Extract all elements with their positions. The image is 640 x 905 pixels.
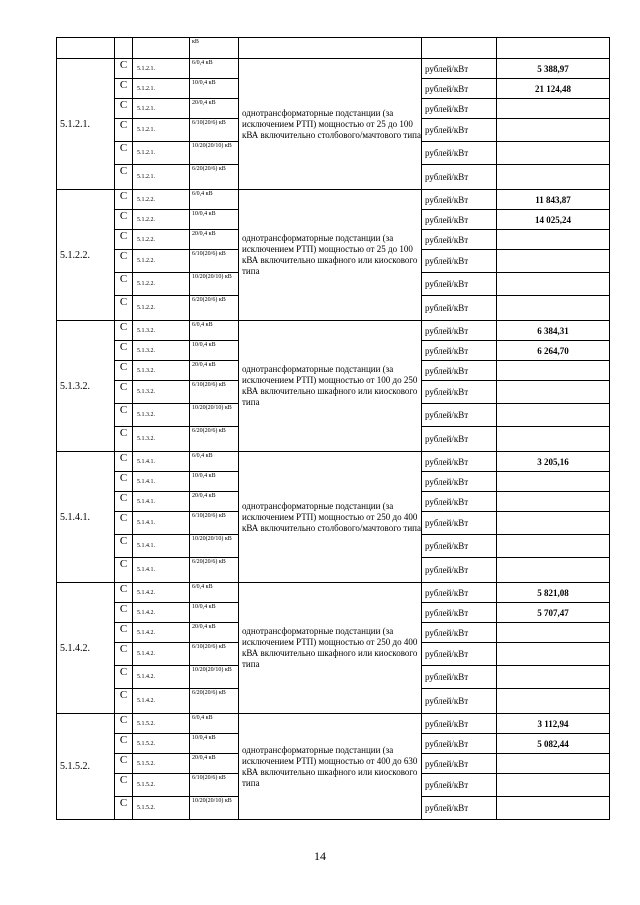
unit-label: рублей/кВт: [422, 79, 497, 99]
unit-label: рублей/кВт: [422, 714, 497, 734]
subcode: 5.1.4.2.: [133, 623, 190, 643]
c-letter: С: [115, 623, 133, 643]
tariff-value: [497, 361, 610, 381]
unit-label: рублей/кВт: [422, 427, 497, 452]
c-letter: С: [115, 99, 133, 119]
tariff-value: [497, 666, 610, 689]
c-letter: С: [115, 427, 133, 452]
subcode: 5.1.2.2.: [133, 210, 190, 230]
unit-label: рублей/кВт: [422, 558, 497, 583]
section-description: однотрансформаторные подстанции (за исключением РТП) мощностью от 100 до 250 кВА включительно шкафного или киоскового типа: [239, 321, 422, 452]
voltage-label: 20/0,4 кВ: [190, 754, 239, 774]
c-letter: С: [115, 210, 133, 230]
voltage-label: 6/0,4 кВ: [190, 190, 239, 210]
unit-label: рублей/кВт: [422, 230, 497, 250]
tariff-value: [497, 142, 610, 165]
voltage-label: 6/20(20/6) кВ: [190, 689, 239, 714]
c-letter: С: [115, 381, 133, 404]
subcode: 5.1.4.1.: [133, 512, 190, 535]
voltage-label: 6/0,4 кВ: [190, 321, 239, 341]
subcode: 5.1.4.1.: [133, 535, 190, 558]
unit-label: рублей/кВт: [422, 643, 497, 666]
section-description: однотрансформаторные подстанции (за исключением РТП) мощностью от 250 до 400 кВА включительно шкафного или киоскового типа: [239, 583, 422, 714]
c-letter: С: [115, 535, 133, 558]
section-description: однотрансформаторные подстанции (за исключением РТП) мощностью от 25 до 100 кВА включительно столбового/мачтового типа: [239, 59, 422, 190]
subcode: 5.1.3.2.: [133, 341, 190, 361]
subcode: 5.1.4.2.: [133, 643, 190, 666]
subcode: 5.1.3.2.: [133, 404, 190, 427]
tariff-value: 5 388,97: [497, 59, 610, 79]
tariff-value: [497, 99, 610, 119]
unit-label: рублей/кВт: [422, 512, 497, 535]
unit-label: рублей/кВт: [422, 250, 497, 273]
subcode: 5.1.3.2.: [133, 381, 190, 404]
tariff-value: [497, 689, 610, 714]
value-cell: [497, 38, 610, 59]
subcode: 5.1.2.2.: [133, 273, 190, 296]
table-row: [57, 321, 610, 341]
unit-label: рублей/кВт: [422, 59, 497, 79]
tariff-value: [497, 119, 610, 142]
voltage-label: 6/0,4 кВ: [190, 583, 239, 603]
tariff-value: 5 707,47: [497, 603, 610, 623]
tariff-value: [497, 512, 610, 535]
tariff-value: 6 264,70: [497, 341, 610, 361]
subcode: 5.1.5.2.: [133, 754, 190, 774]
c-letter: С: [115, 558, 133, 583]
c-letter: С: [115, 492, 133, 512]
subcode: 5.1.2.2.: [133, 230, 190, 250]
c-letter: С: [115, 341, 133, 361]
table-row: [57, 452, 610, 472]
subcode: 5.1.4.1.: [133, 452, 190, 472]
subcode: 5.1.3.2.: [133, 361, 190, 381]
c-letter: С: [115, 250, 133, 273]
c-letter: С: [115, 142, 133, 165]
subcode: 5.1.4.1.: [133, 558, 190, 583]
unit-label: рублей/кВт: [422, 142, 497, 165]
c-letter: С: [115, 797, 133, 820]
c-cell: [115, 38, 133, 59]
subcode: 5.1.2.2.: [133, 250, 190, 273]
unit-label: рублей/кВт: [422, 341, 497, 361]
tariff-table-body: [57, 38, 610, 820]
subcode: 5.1.2.2.: [133, 190, 190, 210]
tariff-value: [497, 797, 610, 820]
unit-label: рублей/кВт: [422, 797, 497, 820]
unit-label: рублей/кВт: [422, 99, 497, 119]
voltage-label: 6/10(20/6) кВ: [190, 119, 239, 142]
subcode: 5.1.2.1.: [133, 99, 190, 119]
voltage-label: 10/20(20/10) кВ: [190, 273, 239, 296]
voltage-label: 10/20(20/10) кВ: [190, 142, 239, 165]
table-row: [57, 714, 610, 734]
c-letter: С: [115, 404, 133, 427]
tariff-value: [497, 643, 610, 666]
voltage-label: 10/0,4 кВ: [190, 210, 239, 230]
subcode: 5.1.5.2.: [133, 774, 190, 797]
tariff-table: [56, 37, 610, 820]
tariff-value: 6 384,31: [497, 321, 610, 341]
tariff-value: 5 821,08: [497, 583, 610, 603]
voltage-cell: кВ: [190, 38, 239, 59]
section-code: 5.1.3.2.: [57, 321, 115, 452]
c-letter: С: [115, 273, 133, 296]
tariff-value: [497, 230, 610, 250]
c-letter: С: [115, 79, 133, 99]
c-letter: С: [115, 361, 133, 381]
voltage-label: 6/10(20/6) кВ: [190, 250, 239, 273]
unit-label: рублей/кВт: [422, 472, 497, 492]
unit-label: рублей/кВт: [422, 361, 497, 381]
c-letter: С: [115, 643, 133, 666]
subcode: 5.1.3.2.: [133, 427, 190, 452]
voltage-label: 6/0,4 кВ: [190, 452, 239, 472]
section-code: 5.1.2.2.: [57, 190, 115, 321]
subcode: 5.1.4.2.: [133, 583, 190, 603]
voltage-label: 20/0,4 кВ: [190, 492, 239, 512]
unit-label: рублей/кВт: [422, 603, 497, 623]
voltage-label: 6/10(20/6) кВ: [190, 381, 239, 404]
tariff-value: [497, 558, 610, 583]
unit-cell: [422, 38, 497, 59]
page-number: 14: [314, 849, 326, 863]
voltage-label: 20/0,4 кВ: [190, 99, 239, 119]
voltage-label: 10/0,4 кВ: [190, 603, 239, 623]
tariff-value: [497, 250, 610, 273]
voltage-label: 6/20(20/6) кВ: [190, 558, 239, 583]
unit-label: рублей/кВт: [422, 321, 497, 341]
unit-label: рублей/кВт: [422, 296, 497, 321]
voltage-label: 20/0,4 кВ: [190, 623, 239, 643]
c-letter: С: [115, 472, 133, 492]
tariff-value: 11 843,87: [497, 190, 610, 210]
unit-label: рублей/кВт: [422, 165, 497, 190]
unit-label: рублей/кВт: [422, 273, 497, 296]
subcode: 5.1.4.1.: [133, 472, 190, 492]
voltage-label: 10/0,4 кВ: [190, 472, 239, 492]
subcode: 5.1.2.2.: [133, 296, 190, 321]
unit-label: рублей/кВт: [422, 210, 497, 230]
subcode: 5.1.5.2.: [133, 797, 190, 820]
tariff-value: [497, 623, 610, 643]
subcode: 5.1.4.2.: [133, 603, 190, 623]
subcode: 5.1.5.2.: [133, 714, 190, 734]
unit-label: рублей/кВт: [422, 666, 497, 689]
voltage-label: 10/0,4 кВ: [190, 734, 239, 754]
unit-label: рублей/кВт: [422, 190, 497, 210]
subcode: 5.1.2.1.: [133, 142, 190, 165]
c-letter: С: [115, 190, 133, 210]
c-letter: С: [115, 734, 133, 754]
voltage-label: 6/20(20/6) кВ: [190, 165, 239, 190]
table-row: [57, 190, 610, 210]
c-letter: С: [115, 512, 133, 535]
tariff-value: [497, 472, 610, 492]
subcode: 5.1.2.1.: [133, 59, 190, 79]
unit-label: рублей/кВт: [422, 452, 497, 472]
table-row: [57, 59, 610, 79]
unit-label: рублей/кВт: [422, 583, 497, 603]
section-code: 5.1.4.2.: [57, 583, 115, 714]
tariff-value: [497, 774, 610, 797]
subcode: 5.1.2.1.: [133, 119, 190, 142]
voltage-label: 6/0,4 кВ: [190, 59, 239, 79]
tariff-value: 3 112,94: [497, 714, 610, 734]
section-code: 5.1.4.1.: [57, 452, 115, 583]
voltage-label: 20/0,4 кВ: [190, 361, 239, 381]
c-letter: С: [115, 165, 133, 190]
unit-label: рублей/кВт: [422, 623, 497, 643]
sub-cell: [133, 38, 190, 59]
c-letter: С: [115, 452, 133, 472]
c-letter: С: [115, 603, 133, 623]
tariff-value: [497, 296, 610, 321]
tariff-value: 14 025,24: [497, 210, 610, 230]
unit-label: рублей/кВт: [422, 492, 497, 512]
voltage-label: 10/20(20/10) кВ: [190, 404, 239, 427]
tariff-value: [497, 535, 610, 558]
tariff-value: 5 082,44: [497, 734, 610, 754]
c-letter: С: [115, 583, 133, 603]
tariff-value: [497, 165, 610, 190]
c-letter: С: [115, 321, 133, 341]
voltage-label: 6/10(20/6) кВ: [190, 512, 239, 535]
voltage-label: 20/0,4 кВ: [190, 230, 239, 250]
voltage-label: 6/10(20/6) кВ: [190, 643, 239, 666]
voltage-label: 6/20(20/6) кВ: [190, 427, 239, 452]
voltage-label: 10/20(20/10) кВ: [190, 535, 239, 558]
voltage-label: 10/0,4 кВ: [190, 79, 239, 99]
c-letter: С: [115, 59, 133, 79]
voltage-label: 10/20(20/10) кВ: [190, 797, 239, 820]
subcode: 5.1.4.2.: [133, 689, 190, 714]
tariff-value: 3 205,16: [497, 452, 610, 472]
table-row-continuation: [57, 38, 610, 59]
section-code: 5.1.5.2.: [57, 714, 115, 820]
subcode: 5.1.2.1.: [133, 79, 190, 99]
c-letter: С: [115, 666, 133, 689]
unit-label: рублей/кВт: [422, 119, 497, 142]
section-code: 5.1.2.1.: [57, 59, 115, 190]
section-description: однотрансформаторные подстанции (за исключением РТП) мощностью от 250 до 400 кВА включительно столбового/мачтового типа: [239, 452, 422, 583]
subcode: 5.1.3.2.: [133, 321, 190, 341]
c-letter: С: [115, 119, 133, 142]
code-cell: [57, 38, 115, 59]
unit-label: рублей/кВт: [422, 404, 497, 427]
voltage-label: 10/20(20/10) кВ: [190, 666, 239, 689]
voltage-label: 6/20(20/6) кВ: [190, 296, 239, 321]
section-description: однотрансформаторные подстанции (за исключением РТП) мощностью от 400 до 630 кВА включительно шкафного или киоскового типа: [239, 714, 422, 820]
tariff-value: [497, 492, 610, 512]
voltage-label: 6/10(20/6) кВ: [190, 774, 239, 797]
c-letter: С: [115, 689, 133, 714]
tariff-value: [497, 381, 610, 404]
table-row: [57, 583, 610, 603]
unit-label: рублей/кВт: [422, 774, 497, 797]
unit-label: рублей/кВт: [422, 734, 497, 754]
description-cell: [239, 38, 422, 59]
c-letter: С: [115, 714, 133, 734]
tariff-value: [497, 754, 610, 774]
c-letter: С: [115, 774, 133, 797]
unit-label: рублей/кВт: [422, 535, 497, 558]
subcode: 5.1.5.2.: [133, 734, 190, 754]
unit-label: рублей/кВт: [422, 381, 497, 404]
tariff-value: [497, 404, 610, 427]
c-letter: С: [115, 296, 133, 321]
subcode: 5.1.4.1.: [133, 492, 190, 512]
unit-label: рублей/кВт: [422, 689, 497, 714]
voltage-label: 6/0,4 кВ: [190, 714, 239, 734]
subcode: 5.1.4.2.: [133, 666, 190, 689]
subcode: 5.1.2.1.: [133, 165, 190, 190]
c-letter: С: [115, 230, 133, 250]
tariff-value: [497, 427, 610, 452]
c-letter: С: [115, 754, 133, 774]
voltage-label: 10/0,4 кВ: [190, 341, 239, 361]
tariff-value: [497, 273, 610, 296]
unit-label: рублей/кВт: [422, 754, 497, 774]
section-description: однотрансформаторные подстанции (за исключением РТП) мощностью от 25 до 100 кВА включительно шкафного или киоскового типа: [239, 190, 422, 321]
tariff-value: 21 124,48: [497, 79, 610, 99]
